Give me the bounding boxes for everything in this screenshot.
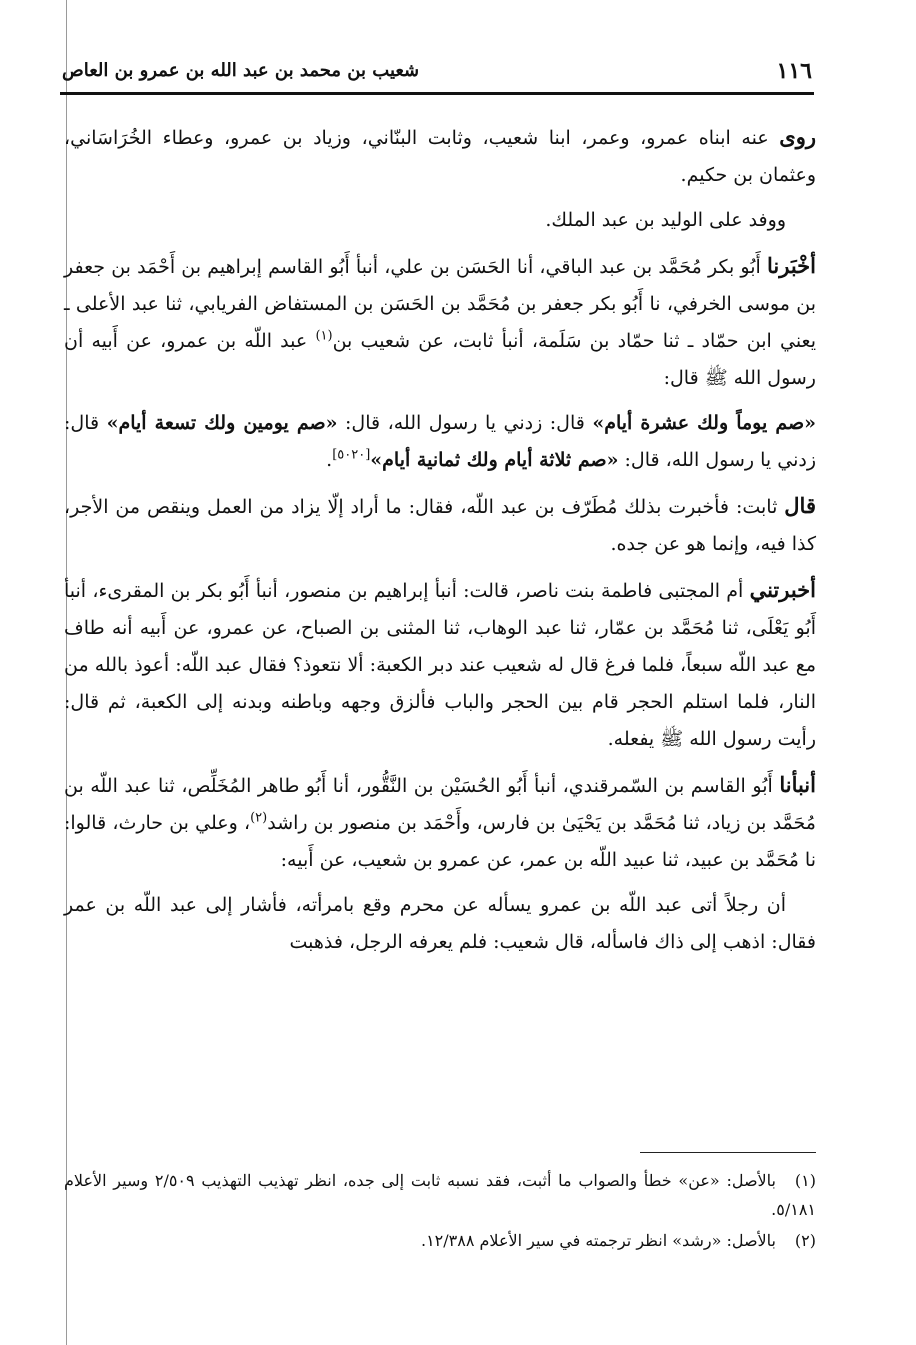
hadith-quote: «صم يومين ولك تسعة أيام» <box>106 412 338 434</box>
footnote-text: بالأصل: «رشد» انظر ترجمته في سير الأعلام ١٢/٣٨٨. <box>420 1231 776 1250</box>
footnote-2 <box>64 1226 816 1255</box>
paragraph-text: عبد اللّه بن عمرو، عن أَبيه أن رسول الله ﷺ قال: <box>64 330 816 389</box>
footnote-rule <box>640 1152 816 1153</box>
paragraph-lead: أنبأنا <box>779 772 816 797</box>
footnote-ref-1: (١) <box>315 328 333 344</box>
paragraph-narrators <box>64 118 816 194</box>
paragraph-text: أن رجلاً أتى عبد اللّه بن عمرو يسأله عن محرم وقع بامرأته، فأشار إلى عبد اللّه بن عمر فقال: اذهب إلى ذاك فاسأله، قال شعيب: فلم يعرفه الرجل، فذهبت <box>64 894 816 953</box>
paragraph-hadith-fasting <box>64 405 816 479</box>
main-text <box>64 118 816 969</box>
paragraph-visit <box>64 202 816 239</box>
hadith-number: [٥٠٢٠] <box>332 447 371 463</box>
paragraph-text: ، وعلي بن حارث، قالوا: نا مُحَمَّد بن عبيد، ثنا عبيد اللّه بن عمر، عن عمرو بن شعيب، عن أَبيه: <box>64 812 816 871</box>
paragraph-text: أَبُو القاسم بن السّمرقندي، أنبأ أَبُو الحُسَيْن بن النَّقُّور، أنا أَبُو طاهر المُخَلِّص، ثنا عبد اللّه بن مُحَمَّد بن زياد، ثنا مُحَمَّد بن يَحْيَىٰ بن فارس، وأَحْمَد بن منصور بن راشد <box>64 775 816 834</box>
paragraph-text: أم المجتبى فاطمة بنت ناصر، قالت: أنبأ إبراهيم بن منصور، أنبأ أَبُو بكر بن المقرىء، أنبأ أَبُو يَعْلَى، ثنا مُحَمَّد بن عمّار، ثنا عبد الوهاب، ثنا المثنى بن الصباح، عن عمرو، عن أَبيه أنه طاف مع عبد اللّه سبعاً، فلما فرغ قال له شعيب عند دبر الكعبة: ألا نتعوذ؟ فقال عبد اللّه: أعوذ بالله من النار، فلما استلم الحجر قام بين الحجر والباب فألزق وجهه وباطنه وبدنه إلى الكعبة، ثم قال: رأيت رسول الله ﷺ يفعله. <box>64 580 816 750</box>
paragraph-text: ثابت: فأخبرت بذلك مُطَرّف بن عبد اللّه، فقال: ما أراد إلّا يزاد من العمل وينقص من الأجر، كذا فيه، وإنما هو عن جده. <box>64 496 816 555</box>
header-rule <box>60 92 814 95</box>
footnote-number: (١) <box>794 1171 817 1190</box>
page-header <box>60 58 812 92</box>
hadith-quote: «صم يوماً ولك عشرة أيام» <box>592 412 816 434</box>
footnotes <box>64 1166 816 1257</box>
paragraph-text: عنه ابناه عمرو، وعمر، ابنا شعيب، وثابت البنّاني، وزياد بن عمرو، وعطاء الخُرَاسَاني، وعثمان بن حكيم. <box>64 127 816 186</box>
paragraph-lead: قال <box>784 493 816 518</box>
running-title: شعيب بن محمد بن عبد الله بن عمرو بن العاص <box>62 60 420 81</box>
paragraph-text: قال: زدني يا رسول الله، قال: <box>337 412 593 434</box>
footnote-1 <box>64 1166 816 1224</box>
hadith-quote: «صم ثلاثة أيام ولك ثمانية أيام» <box>370 449 619 471</box>
paragraph-lead: أخبرتني <box>749 577 816 602</box>
paragraph-lead: روى <box>779 124 816 149</box>
paragraph-isnad-1 <box>64 247 816 397</box>
paragraph-thabit <box>64 487 816 563</box>
paragraph-text: قال: زدني يا رسول الله، قال: <box>64 412 816 471</box>
paragraph-lead: أخْبَرنا <box>767 253 816 278</box>
page-number: ١١٦ <box>776 58 812 84</box>
paragraph-isnad-2 <box>64 571 816 758</box>
paragraph-end: . <box>326 449 333 471</box>
paragraph-text: أَبُو بكر مُحَمَّد بن عبد الباقي، أنا الحَسَن بن علي، أنبأ أَبُو القاسم إبراهيم بن أَحْمَد بن جعفر بن موسى الخرفي، نا أَبُو بكر جعفر بن مُحَمَّد بن الحَسَن بن المستفاض الفريابي، ثنا عبد الأعلى ـ يعني ابن حمّاد ـ ثنا حمّاد بن سَلَمة، أنبأ ثابت، عن شعيب بن <box>64 256 817 352</box>
paragraph-text: ووفد على الوليد بن عبد الملك. <box>545 209 786 231</box>
footnote-number: (٢) <box>794 1231 816 1250</box>
footnote-text: بالأصل: «عن» خطأ والصواب ما أثبت، فقد نسبه ثابت إلى جده، انظر تهذيب التهذيب ٢/٥٠٩ وسير الأعلام ٥/١٨١. <box>64 1171 816 1219</box>
footnote-ref-2: (٢) <box>250 810 268 826</box>
paragraph-story <box>64 887 816 961</box>
paragraph-isnad-3 <box>64 766 816 879</box>
